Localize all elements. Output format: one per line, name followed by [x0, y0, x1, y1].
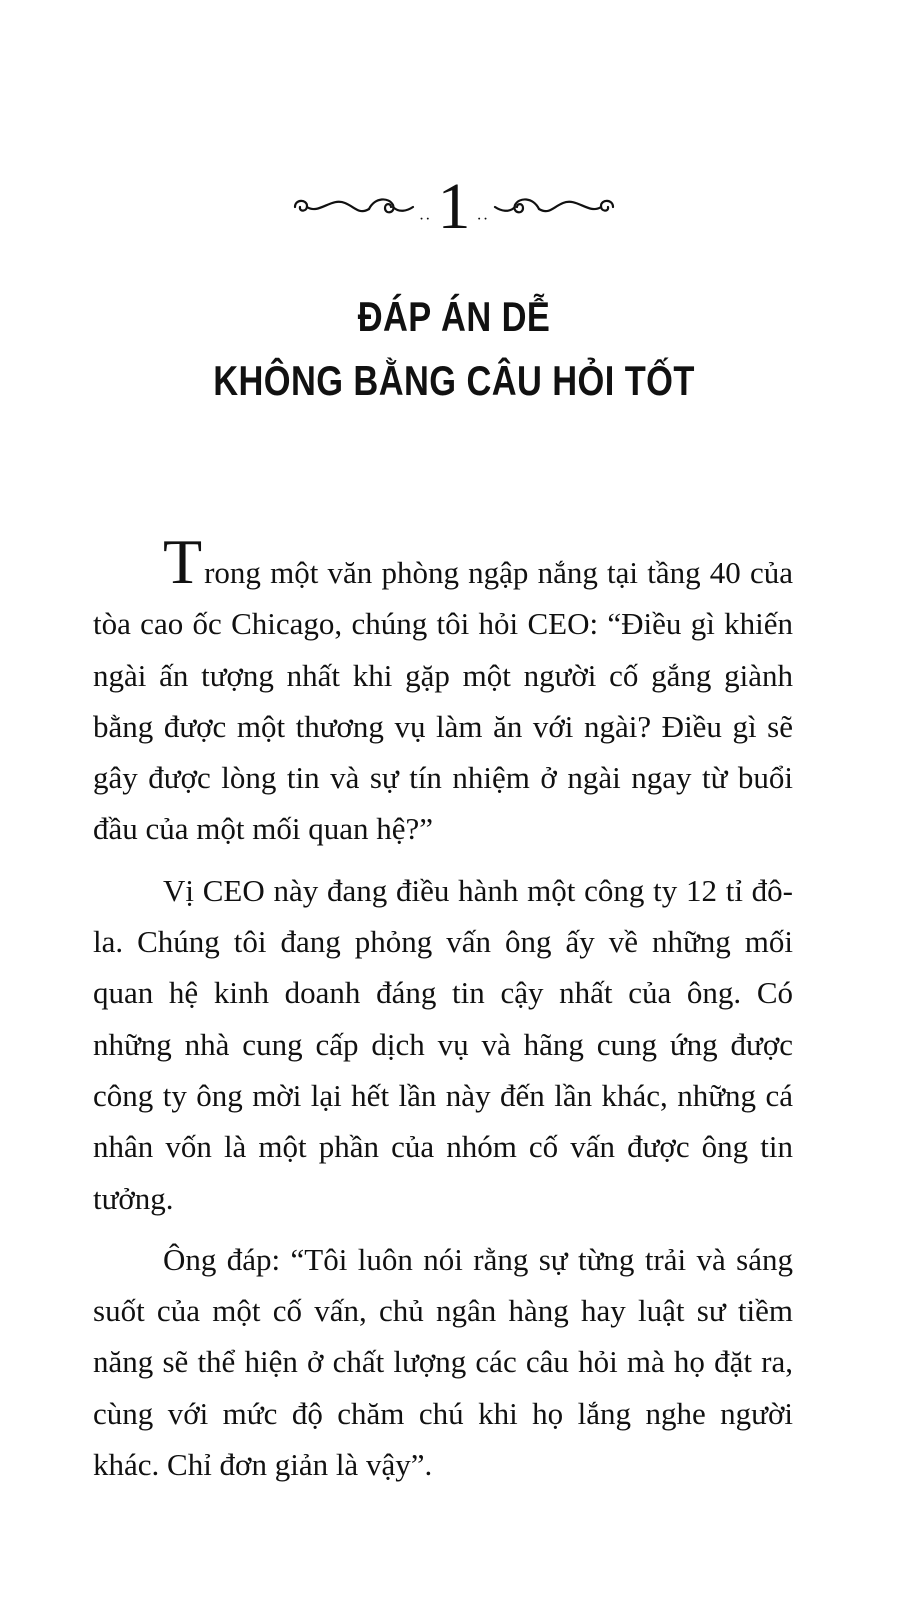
chapter-body [93, 526, 793, 1500]
drop-cap: T [163, 526, 203, 597]
right-flourish-ornament [489, 185, 619, 225]
paragraph-1 [93, 526, 793, 855]
left-flourish-ornament [289, 185, 419, 225]
ornament-dots-right: ·· [476, 211, 490, 228]
chapter-ornament [0, 160, 908, 250]
chapter-title [82, 285, 827, 413]
chapter-title-line-2: KHÔNG BẰNG CÂU HỎI TỐT [213, 357, 695, 404]
paragraph-1-text: rong một văn phòng ngập nắng tại tầng 40 của tòa cao ốc Chicago, chúng tôi hỏi CEO: “Điều gì khiến ngài ấn tượng nhất khi gặp một người cố gắng giành bằng được một thương vụ làm ăn với ngài? Điều gì sẽ gây được lòng tin và sự tín nhiệm ở ngài ngay từ buổi đầu của một mối quan hệ?” [93, 555, 793, 847]
paragraph-3: Ông đáp: “Tôi luôn nói rằng sự từng trải và sáng suốt của một cố vấn, chủ ngân hàng hay luật sư tiềm năng sẽ thể hiện ở chất lượng các câu hỏi mà họ đặt ra, cùng với mức độ chăm chú khi họ lắng nghe người khác. Chỉ đơn giản là vậy”. [93, 1241, 793, 1483]
ornament-dots-left: ·· [418, 211, 432, 228]
paragraph-2: Vị CEO này đang điều hành một công ty 12 tỉ đô-la. Chúng tôi đang phỏng vấn ông ấy về những mối quan hệ kinh doanh đáng tin cậy nhất của ông. Có những nhà cung cấp dịch vụ và hãng cung ứng được công ty ông mời lại hết lần này đến lần khác, những cá nhân vốn là một phần của nhóm cố vấn được ông tin tưởng. [93, 872, 793, 1216]
chapter-title-line-1: ĐÁP ÁN DỄ [357, 293, 551, 340]
chapter-number: 1 [437, 170, 471, 243]
